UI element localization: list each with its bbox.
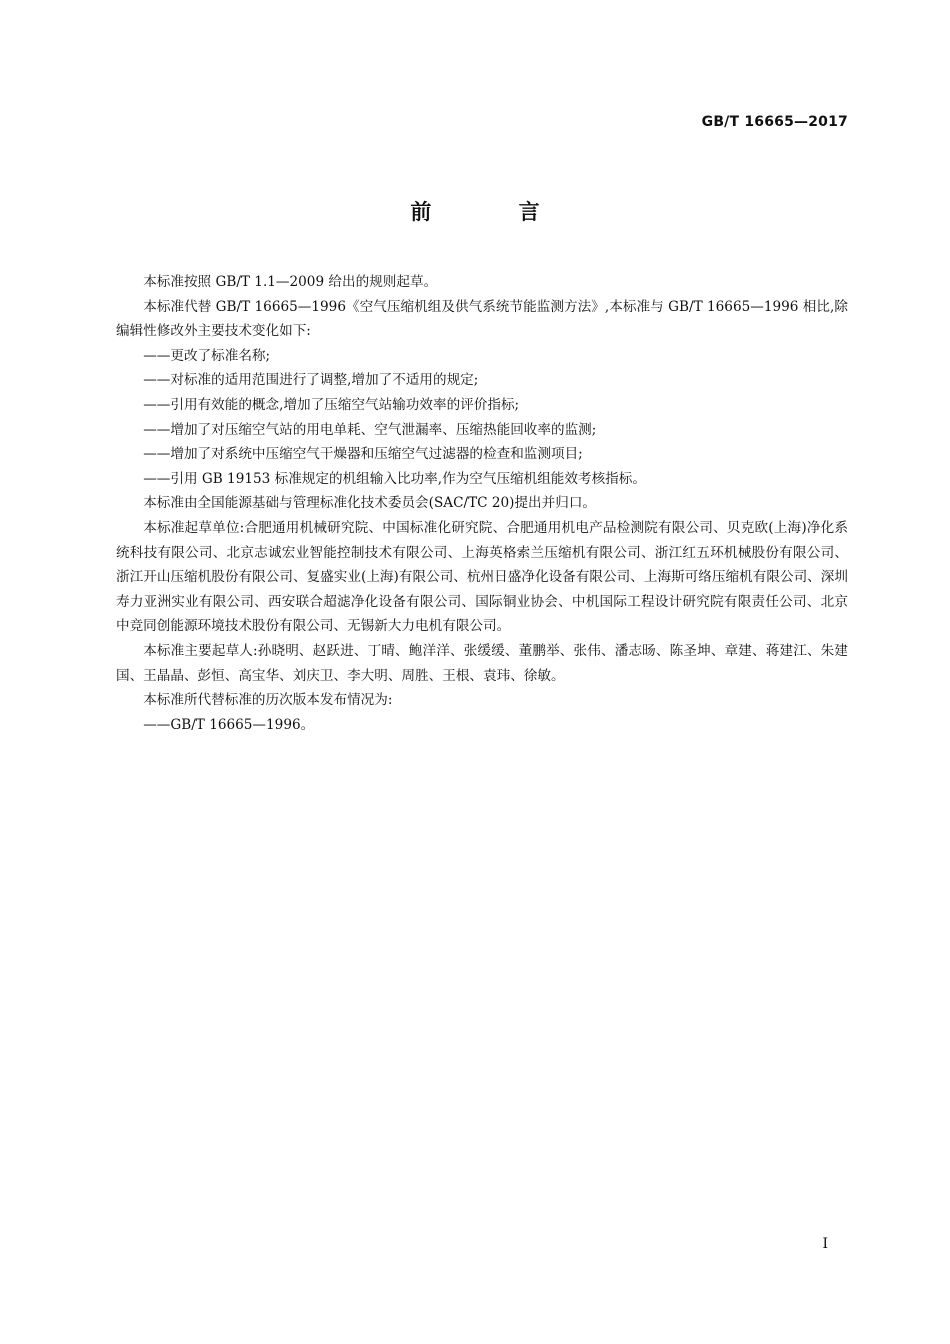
list-item: ——更改了标准名称; [143,347,271,364]
paragraph-version-history: 本标准所代替标准的历次版本发布情况为: [143,692,393,709]
list-item: ——GB/T 16665—1996。 [143,716,315,733]
list-item: ——对标准的适用范围进行了调整,增加了不适用的规定; [143,372,479,389]
page-title: 前 言 [410,200,580,224]
paragraph-drafting-units: 本标准起草单位:合肥通用机械研究院、中国标准化研究院、合肥通用机电产品检测院有限公司、贝克欧(上海)净化系统科技有限公司、北京志诚宏业智能控制技术有限公司、上海英格索兰压缩机有限公司、浙江红五环机械股份有限公司、浙江开山压缩机股份有限公司、复盛实业(上海)有限公司、杭州日盛净化设备有限公司、上海斯可络压缩机有限公司、深圳寿力亚洲实业有限公司、西安联合超滤净化设备有限公司、国际铜业协会、中机国际工程设计研究院有限责任公司、北京中竞同创能源环境技术股份有限公司、无锡新大力电机有限公司。 [116,519,848,635]
paragraph-drafting-rules: 本标准按照 GB/T 1.1—2009 给出的规则起草。 [143,274,438,290]
list-item: ——引用 GB 19153 标准规定的机组输入比功率,作为空气压缩机组能效考核指标。 [143,470,646,487]
paragraph-drafters: 本标准主要起草人:孙晓明、赵跃进、丁晴、鲍洋洋、张缓缓、董鹏举、张伟、潘志旸、陈圣坤、章建、蒋建江、朱建国、王晶晶、彭恒、高宝华、刘庆卫、李大明、周胜、王根、袁玮、徐敏。 [116,642,848,684]
paragraph-replacement-note: 本标准代替 GB/T 16665—1996《空气压缩机组及供气系统节能监测方法》,本标准与 GB/T 16665—1996 相比,除编辑性修改外主要技术变化如下: [116,298,848,340]
document-body [116,270,848,737]
list-item: ——增加了对系统中压缩空气干燥器和压缩空气过滤器的检查和监测项目; [143,446,583,463]
standard-code: GB/T 16665—2017 [701,114,848,130]
page-number: I [822,1236,828,1252]
list-item: ——增加了对压缩空气站的用电单耗、空气泄漏率、压缩热能回收率的监测; [143,421,597,438]
list-item: ——引用有效能的概念,增加了压缩空气站输功效率的评价指标; [143,396,520,413]
paragraph-proposer: 本标准由全国能源基础与管理标准化技术委员会(SAC/TC 20)提出并归口。 [143,495,597,512]
